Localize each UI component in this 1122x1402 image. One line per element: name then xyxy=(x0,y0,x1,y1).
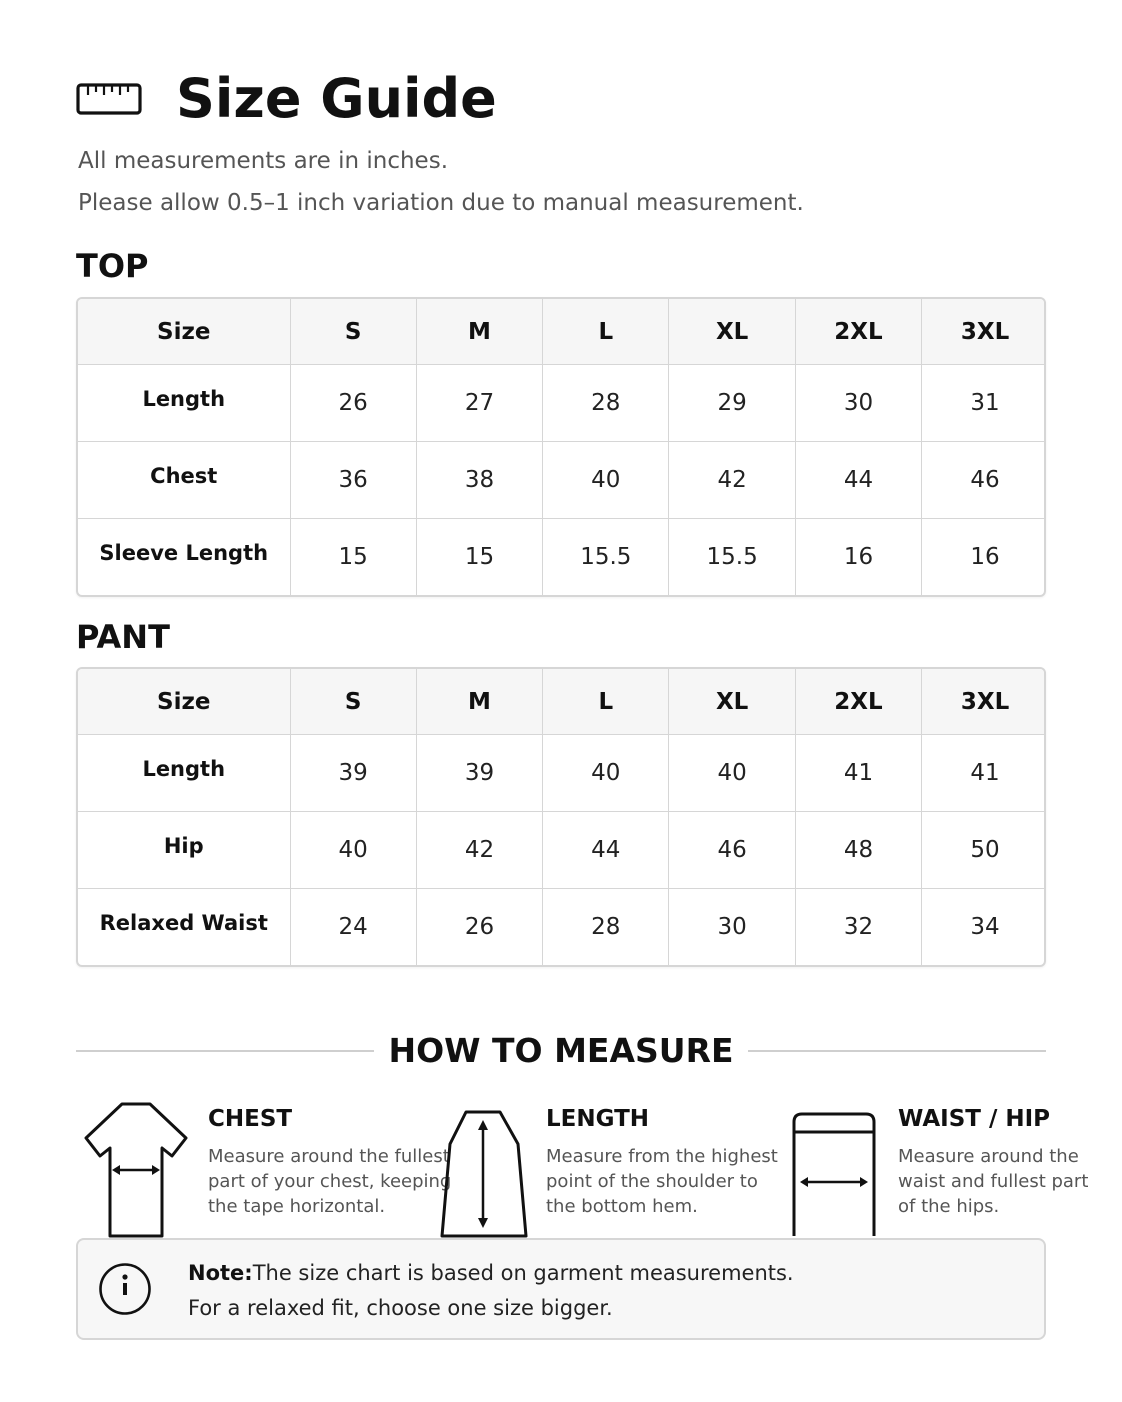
column-header-size: Size xyxy=(78,299,290,365)
table-cell: 42 xyxy=(669,442,795,519)
table-cell: 16 xyxy=(795,519,921,596)
table-cell: 46 xyxy=(669,812,795,889)
table-cell: 39 xyxy=(290,735,416,812)
table-cell: 41 xyxy=(795,735,921,812)
column-header: L xyxy=(543,669,669,735)
note-text: The size chart is based on garment measurements. xyxy=(252,1261,794,1285)
table-cell: 44 xyxy=(795,442,921,519)
table-cell: 31 xyxy=(922,365,1046,442)
table-cell: 16 xyxy=(970,544,1000,570)
table-cell: 27 xyxy=(416,365,542,442)
divider-left xyxy=(76,1050,374,1052)
table-cell: 15.5 xyxy=(669,519,795,596)
subtitle-units: All measurements are in inches. xyxy=(78,148,448,174)
note-line-2: For a relaxed fit, choose one size bigger. xyxy=(188,1296,613,1320)
table-cell: 34 xyxy=(970,914,1000,940)
note-line-1 xyxy=(188,1259,794,1287)
table-row xyxy=(78,519,1046,596)
pant-section-title: PANT xyxy=(76,618,170,656)
row-label: Hip xyxy=(78,812,290,889)
pants-icon xyxy=(438,1110,530,1238)
table-cell: 30 xyxy=(795,365,921,442)
column-header: S xyxy=(290,669,416,735)
column-header: 2XL xyxy=(795,299,921,365)
page-title: Size Guide xyxy=(176,67,497,130)
waist-hip-description: Measure around the waist and fullest part of the hips. xyxy=(898,1146,1089,1217)
waistband-icon xyxy=(786,1112,882,1238)
column-header-size: Size xyxy=(78,669,290,735)
chest-title: CHEST xyxy=(208,1106,293,1132)
table-cell: 29 xyxy=(669,365,795,442)
table-row xyxy=(78,735,1046,812)
table-cell: 40 xyxy=(290,812,416,889)
subtitle-variation: Please allow 0.5–1 inch variation due to manual measurement. xyxy=(78,190,804,216)
tshirt-icon xyxy=(82,1100,190,1238)
note-box xyxy=(76,1238,1046,1340)
how-to-measure-title: HOW TO MEASURE xyxy=(388,1031,734,1070)
column-header: M xyxy=(416,299,542,365)
table-cell: 15 xyxy=(416,519,542,596)
table-cell: 28 xyxy=(543,889,669,966)
pant-size-table xyxy=(76,667,1046,967)
table-row xyxy=(78,812,1046,889)
info-icon xyxy=(98,1262,152,1316)
table-cell: 46 xyxy=(922,442,1046,519)
note-label: Note: xyxy=(188,1261,253,1285)
ruler-icon xyxy=(76,82,142,116)
chest-description: Measure around the fullest part of your chest, keeping the tape horizontal. xyxy=(208,1146,452,1217)
top-section-title: TOP xyxy=(76,247,149,285)
row-label: Sleeve Length xyxy=(78,519,290,596)
table-row xyxy=(78,442,1046,519)
column-header: L xyxy=(543,299,669,365)
table-cell: 38 xyxy=(416,442,542,519)
table-header-row xyxy=(78,299,1046,365)
table-row xyxy=(78,365,1046,442)
top-size-table xyxy=(76,297,1046,597)
table-cell: 36 xyxy=(290,442,416,519)
table-cell: 40 xyxy=(543,735,669,812)
length-description: Measure from the highest point of the shoulder to the bottom hem. xyxy=(546,1146,778,1217)
table-cell: 41 xyxy=(922,735,1046,812)
column-header: 3XL xyxy=(922,669,1046,735)
table-cell: 28 xyxy=(543,365,669,442)
table-cell: 30 xyxy=(669,889,795,966)
table-row xyxy=(78,889,1046,966)
table-cell: 26 xyxy=(290,365,416,442)
table-cell: 40 xyxy=(543,442,669,519)
table-cell: 40 xyxy=(669,735,795,812)
column-header: 3XL xyxy=(922,299,1046,365)
column-header: M xyxy=(416,669,542,735)
table-cell: 50 xyxy=(922,812,1046,889)
table-cell: 15 xyxy=(290,519,416,596)
table-header-row xyxy=(78,669,1046,735)
row-label: Length xyxy=(78,365,290,442)
waist-hip-title: WAIST / HIP xyxy=(898,1106,1051,1132)
table-cell: 44 xyxy=(543,812,669,889)
table-cell: 15.5 xyxy=(543,519,669,596)
column-header: XL xyxy=(669,299,795,365)
row-label: Relaxed Waist xyxy=(78,889,290,966)
column-header: 2XL xyxy=(795,669,921,735)
table-cell: 24 xyxy=(290,889,416,966)
table-cell: 39 xyxy=(416,735,542,812)
table-cell: 48 xyxy=(795,812,921,889)
divider-right xyxy=(748,1050,1046,1052)
length-title: LENGTH xyxy=(546,1106,650,1132)
table-cell: 42 xyxy=(416,812,542,889)
table-cell: 32 xyxy=(795,889,921,966)
column-header: XL xyxy=(669,669,795,735)
row-label: Chest xyxy=(78,442,290,519)
row-label: Length xyxy=(78,735,290,812)
column-header: S xyxy=(290,299,416,365)
table-cell: 26 xyxy=(416,889,542,966)
